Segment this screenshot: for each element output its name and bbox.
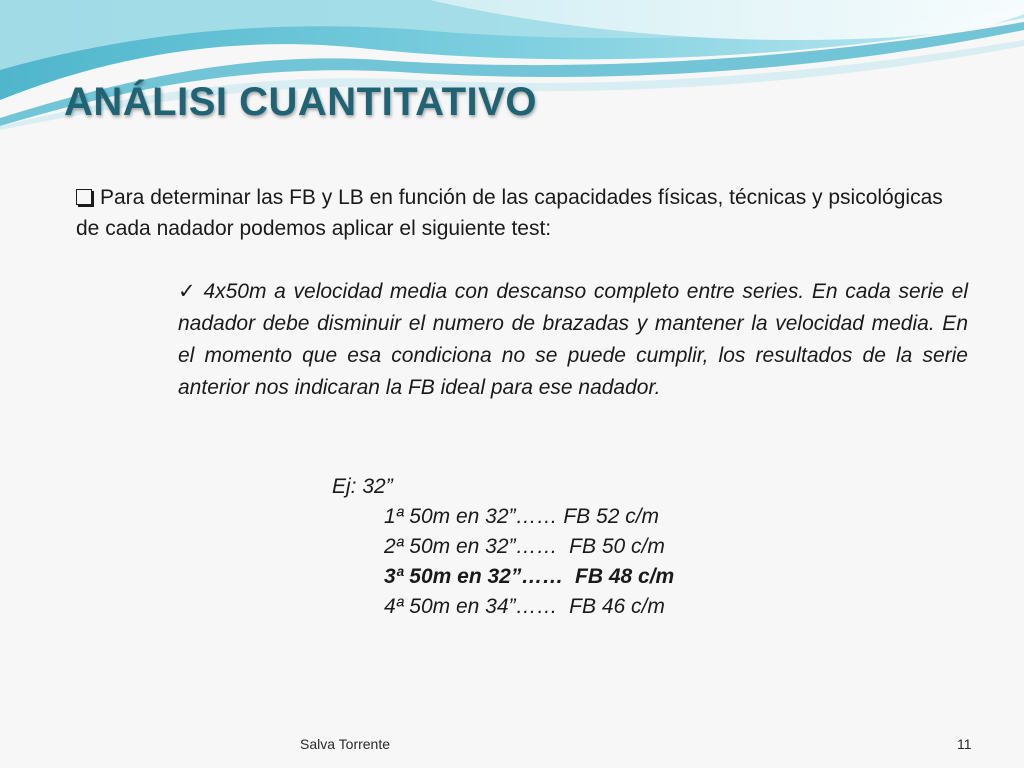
page-number: 11: [957, 736, 972, 752]
main-bullet: [76, 182, 970, 244]
sub-bullet: [178, 276, 968, 404]
example-line: 2ª 50m en 32”…… FB 50 c/m: [384, 535, 665, 558]
slide-title: ANÁLISI CUANTITATIVO: [64, 80, 537, 124]
sub-bullet-text: 4x50m a velocidad media con descanso completo entre series. En cada serie el nadador debe disminuir el numero de brazadas y mantener la velocidad media. En el momento que esa condiciona no se puede cumplir, los resultados de la serie anterior nos indicaran la FB ideal para ese nadador.: [178, 280, 968, 399]
example-block: [332, 472, 674, 622]
example-line-highlighted: 3ª 50m en 32”…… FB 48 c/m: [384, 565, 675, 588]
checkmark-bullet-icon: ✓: [178, 280, 198, 303]
main-bullet-text: Para determinar las FB y LB en función de las capacidades físicas, técnicas y psicológicas de cada nadador podemos aplicar el siguiente test:: [76, 186, 943, 240]
example-line: 4ª 50m en 34”…… FB 46 c/m: [384, 595, 665, 618]
footer-author: Salva Torrente: [300, 736, 391, 752]
example-heading: Ej: 32”: [332, 475, 393, 498]
example-line: 1ª 50m en 32”…… FB 52 c/m: [384, 505, 660, 528]
checkbox-bullet-icon: [76, 189, 92, 205]
